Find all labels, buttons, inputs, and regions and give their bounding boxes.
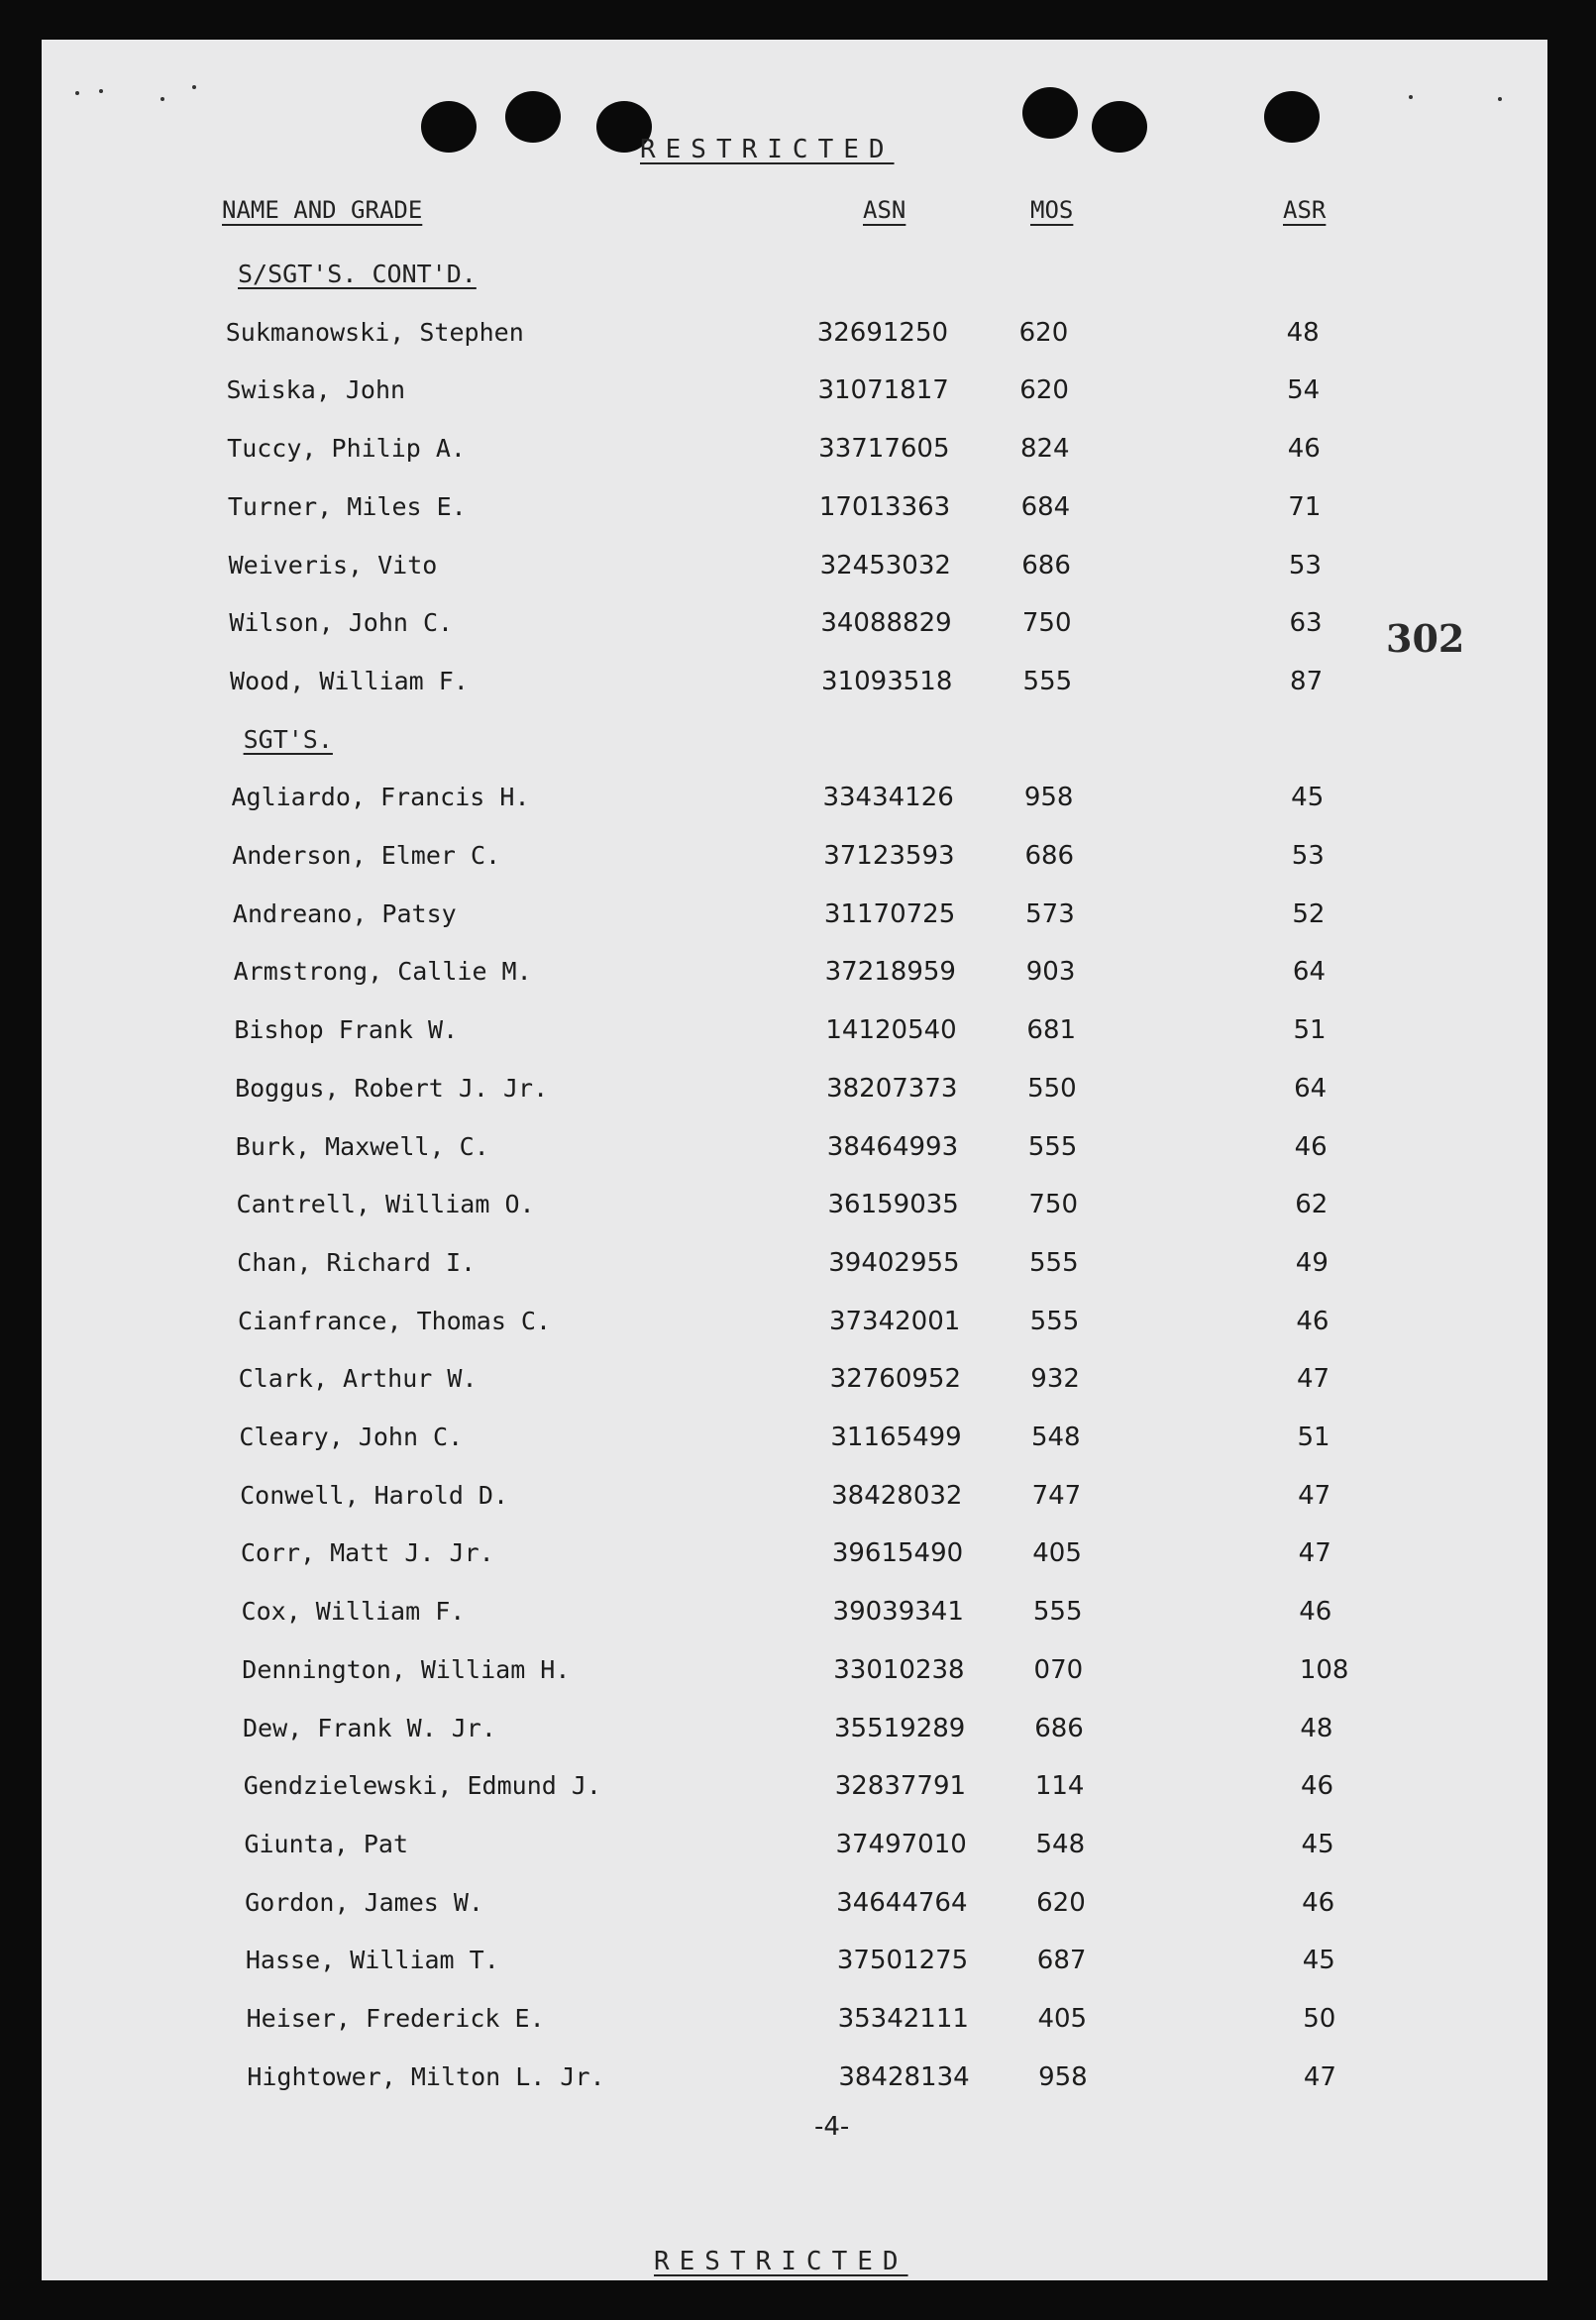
column-header-asr: ASR (1283, 196, 1327, 224)
person-name: Agliardo, Francis H. (231, 783, 530, 812)
person-name: Chan, Richard I. (237, 1247, 477, 1277)
asn-value: 34644764 (836, 1887, 968, 1918)
mos-value: 114 (1034, 1771, 1085, 1802)
mos-value: 555 (1029, 1247, 1079, 1278)
mos-value: 750 (1028, 1190, 1078, 1220)
asr-value: 46 (1287, 434, 1321, 465)
person-name: Heiser, Frederick E. (246, 2004, 545, 2033)
person-name: Gendzielewski, Edmund J. (243, 1771, 601, 1801)
mos-value: 620 (1036, 1887, 1086, 1918)
asr-value: 52 (1292, 898, 1326, 929)
person-name: Turner, Miles E. (227, 491, 467, 521)
mos-value: 747 (1031, 1480, 1082, 1511)
person-name: Giunta, Pat (244, 1829, 409, 1858)
punch-hole-4 (1022, 87, 1078, 139)
column-header-name: NAME AND GRADE (222, 196, 423, 224)
asn-value: 32760952 (829, 1364, 962, 1395)
person-name: Corr, Matt J. Jr. (240, 1538, 494, 1568)
roster-row (42, 434, 1547, 474)
speck (192, 85, 196, 89)
header-restricted-label: RESTRICTED (640, 135, 895, 164)
mos-value: 684 (1020, 491, 1071, 522)
roster-row (42, 1481, 1547, 1521)
roster-row (42, 1132, 1547, 1172)
mos-value: 824 (1019, 434, 1070, 465)
asn-value: 31071817 (817, 375, 949, 406)
roster-row (42, 841, 1547, 881)
asn-value: 32453032 (819, 550, 951, 580)
asn-value: 31093518 (821, 666, 953, 696)
asr-value: 46 (1299, 1597, 1332, 1628)
mos-value: 548 (1035, 1829, 1086, 1859)
asr-value: 50 (1303, 2004, 1336, 2034)
mos-value: 620 (1018, 317, 1069, 348)
asr-value: 87 (1290, 666, 1324, 696)
mos-value: 555 (1029, 1306, 1080, 1336)
person-name: Hasse, William T. (245, 1946, 499, 1975)
asn-value: 38207373 (826, 1073, 958, 1104)
roster-row (42, 2004, 1547, 2044)
roster-row (42, 1714, 1547, 1753)
asr-value: 47 (1298, 1538, 1331, 1569)
column-header-mos: MOS (1030, 196, 1074, 224)
asn-value: 38464993 (826, 1131, 959, 1162)
asn-value: 37497010 (835, 1829, 967, 1859)
asn-value: 35519289 (834, 1713, 966, 1743)
asr-value: 64 (1292, 957, 1326, 988)
asr-value: 46 (1300, 1771, 1334, 1802)
person-name: Wood, William F. (230, 666, 469, 695)
asr-value: 51 (1297, 1423, 1330, 1452)
mos-value: 555 (1027, 1131, 1078, 1162)
asn-value: 32837791 (834, 1771, 967, 1802)
mos-value: 686 (1021, 550, 1071, 580)
person-name: Wilson, John C. (229, 608, 454, 638)
person-name: Clark, Arthur W. (238, 1364, 478, 1394)
person-name: Cianfrance, Thomas C. (237, 1306, 552, 1335)
asr-value: 45 (1301, 1829, 1334, 1859)
asn-value: 32691250 (816, 317, 949, 348)
roster-row (42, 1946, 1547, 1985)
asr-value: 49 (1295, 1247, 1329, 1278)
asr-value: 45 (1291, 783, 1325, 813)
asr-value: 64 (1294, 1073, 1328, 1104)
roster-row (42, 2062, 1547, 2102)
roster-row (42, 551, 1547, 590)
asr-value: 71 (1288, 491, 1322, 522)
person-name: Swiska, John (226, 375, 406, 405)
asn-value: 33717605 (818, 434, 950, 465)
footer-restricted-label: RESTRICTED (654, 2247, 908, 2276)
mos-value: 405 (1032, 1538, 1082, 1569)
asr-value: 48 (1286, 317, 1320, 348)
page-stamp-number: 302 (1386, 616, 1465, 661)
mos-value: 620 (1019, 375, 1069, 406)
asn-value: 38428032 (831, 1480, 963, 1511)
asn-value: 37501275 (836, 1946, 969, 1976)
asn-value: 37123593 (823, 841, 955, 871)
mos-value: 687 (1036, 1946, 1087, 1976)
asn-value: 39615490 (831, 1538, 964, 1569)
speck (1498, 97, 1502, 101)
asn-value: 38428134 (838, 2061, 970, 2092)
asr-value: 108 (1299, 1654, 1349, 1685)
asr-value: 53 (1291, 841, 1325, 871)
speck (99, 89, 103, 93)
asr-value: 47 (1303, 2061, 1336, 2092)
roster-row (42, 1597, 1547, 1636)
asr-value: 47 (1296, 1364, 1330, 1395)
mos-value: 932 (1030, 1364, 1080, 1395)
asn-value: 39402955 (828, 1247, 960, 1278)
page-number: -4- (814, 2112, 850, 2142)
asn-value: 31170725 (823, 898, 956, 929)
person-name: Anderson, Elmer C. (232, 841, 501, 870)
person-name: Weiveris, Vito (228, 550, 438, 580)
mos-value: 555 (1022, 666, 1073, 696)
asn-value: 36159035 (827, 1190, 959, 1220)
person-name: Andreano, Patsy (232, 898, 457, 928)
asr-value: 63 (1289, 608, 1323, 639)
asn-value: 33010238 (833, 1654, 965, 1685)
footer-classification (654, 2247, 1547, 2276)
person-name: Tuccy, Philip A. (227, 434, 466, 464)
roster-row (42, 783, 1547, 822)
roster-row (42, 1190, 1547, 1229)
section-title: S/SGT'S. CONT'D. (238, 260, 477, 288)
person-name: Hightower, Milton L. Jr. (247, 2061, 605, 2091)
asn-value: 17013363 (818, 491, 951, 522)
roster-row (42, 899, 1547, 939)
roster-row (42, 1423, 1547, 1462)
asr-value: 46 (1296, 1306, 1330, 1336)
person-name: Burk, Maxwell, C. (235, 1131, 489, 1161)
punch-hole-1 (421, 101, 477, 153)
mos-value: 681 (1026, 1015, 1077, 1046)
mos-value: 903 (1025, 957, 1076, 988)
roster-row (42, 608, 1547, 648)
mos-value: 958 (1038, 2061, 1088, 2092)
person-name: Cantrell, William O. (236, 1190, 535, 1219)
roster-row (42, 1655, 1547, 1695)
mos-value: 958 (1023, 783, 1074, 813)
asr-value: 47 (1298, 1480, 1331, 1511)
roster-row (42, 1830, 1547, 1869)
asn-value: 14120540 (825, 1015, 957, 1046)
punch-hole-2 (505, 91, 561, 143)
section-title: SGT'S. (243, 724, 333, 754)
roster-row (42, 1248, 1547, 1288)
asr-value: 54 (1287, 375, 1321, 406)
asr-value: 46 (1302, 1887, 1335, 1918)
mos-value: 686 (1034, 1713, 1084, 1743)
asr-value: 53 (1288, 550, 1322, 580)
asr-value: 48 (1300, 1713, 1333, 1743)
asr-value: 62 (1295, 1190, 1329, 1220)
asn-value: 34088829 (820, 608, 952, 639)
person-name: Dennington, William H. (242, 1654, 571, 1684)
person-name: Cox, William F. (241, 1597, 466, 1627)
asn-value: 37342001 (828, 1306, 961, 1336)
roster-row (42, 492, 1547, 532)
mos-value: 070 (1033, 1654, 1084, 1685)
column-header-asn: ASN (863, 196, 906, 224)
mos-value: 548 (1030, 1423, 1081, 1452)
asn-value: 33434126 (822, 783, 954, 813)
person-name: Bishop Frank W. (234, 1015, 459, 1045)
roster-row (42, 1015, 1547, 1055)
person-name: Armstrong, Callie M. (233, 957, 532, 987)
person-name: Conwell, Harold D. (240, 1480, 509, 1510)
roster-row (42, 1888, 1547, 1928)
mos-value: 555 (1032, 1597, 1083, 1628)
roster-row (42, 1307, 1547, 1346)
asn-value: 37218959 (824, 957, 956, 988)
speck (75, 91, 79, 95)
person-name: Sukmanowski, Stephen (225, 317, 524, 347)
person-name: Gordon, James W. (245, 1887, 483, 1917)
document-page (42, 40, 1547, 2280)
roster-row (42, 1538, 1547, 1578)
roster-row (42, 318, 1547, 358)
asn-value: 35342111 (837, 2004, 969, 2034)
asr-value: 45 (1302, 1946, 1335, 1976)
roster-row (42, 375, 1547, 415)
asr-value: 46 (1294, 1131, 1328, 1162)
speck (1409, 95, 1413, 99)
roster-row (42, 957, 1547, 997)
roster-row (42, 1074, 1547, 1113)
header-classification (640, 135, 1547, 164)
speck (160, 97, 164, 101)
roster-row (42, 1771, 1547, 1811)
roster-row (42, 1364, 1547, 1404)
person-name: Boggus, Robert J. Jr. (235, 1073, 549, 1103)
person-name: Dew, Frank W. Jr. (243, 1713, 496, 1742)
mos-value: 686 (1024, 841, 1075, 871)
person-name: Cleary, John C. (239, 1423, 464, 1451)
mos-value: 405 (1037, 2004, 1088, 2034)
asn-value: 31165499 (830, 1423, 962, 1452)
asn-value: 39039341 (832, 1597, 964, 1628)
mos-value: 573 (1025, 898, 1075, 929)
mos-value: 750 (1021, 608, 1072, 639)
roster-row (42, 667, 1547, 706)
mos-value: 550 (1027, 1073, 1077, 1104)
asr-value: 51 (1293, 1015, 1327, 1046)
